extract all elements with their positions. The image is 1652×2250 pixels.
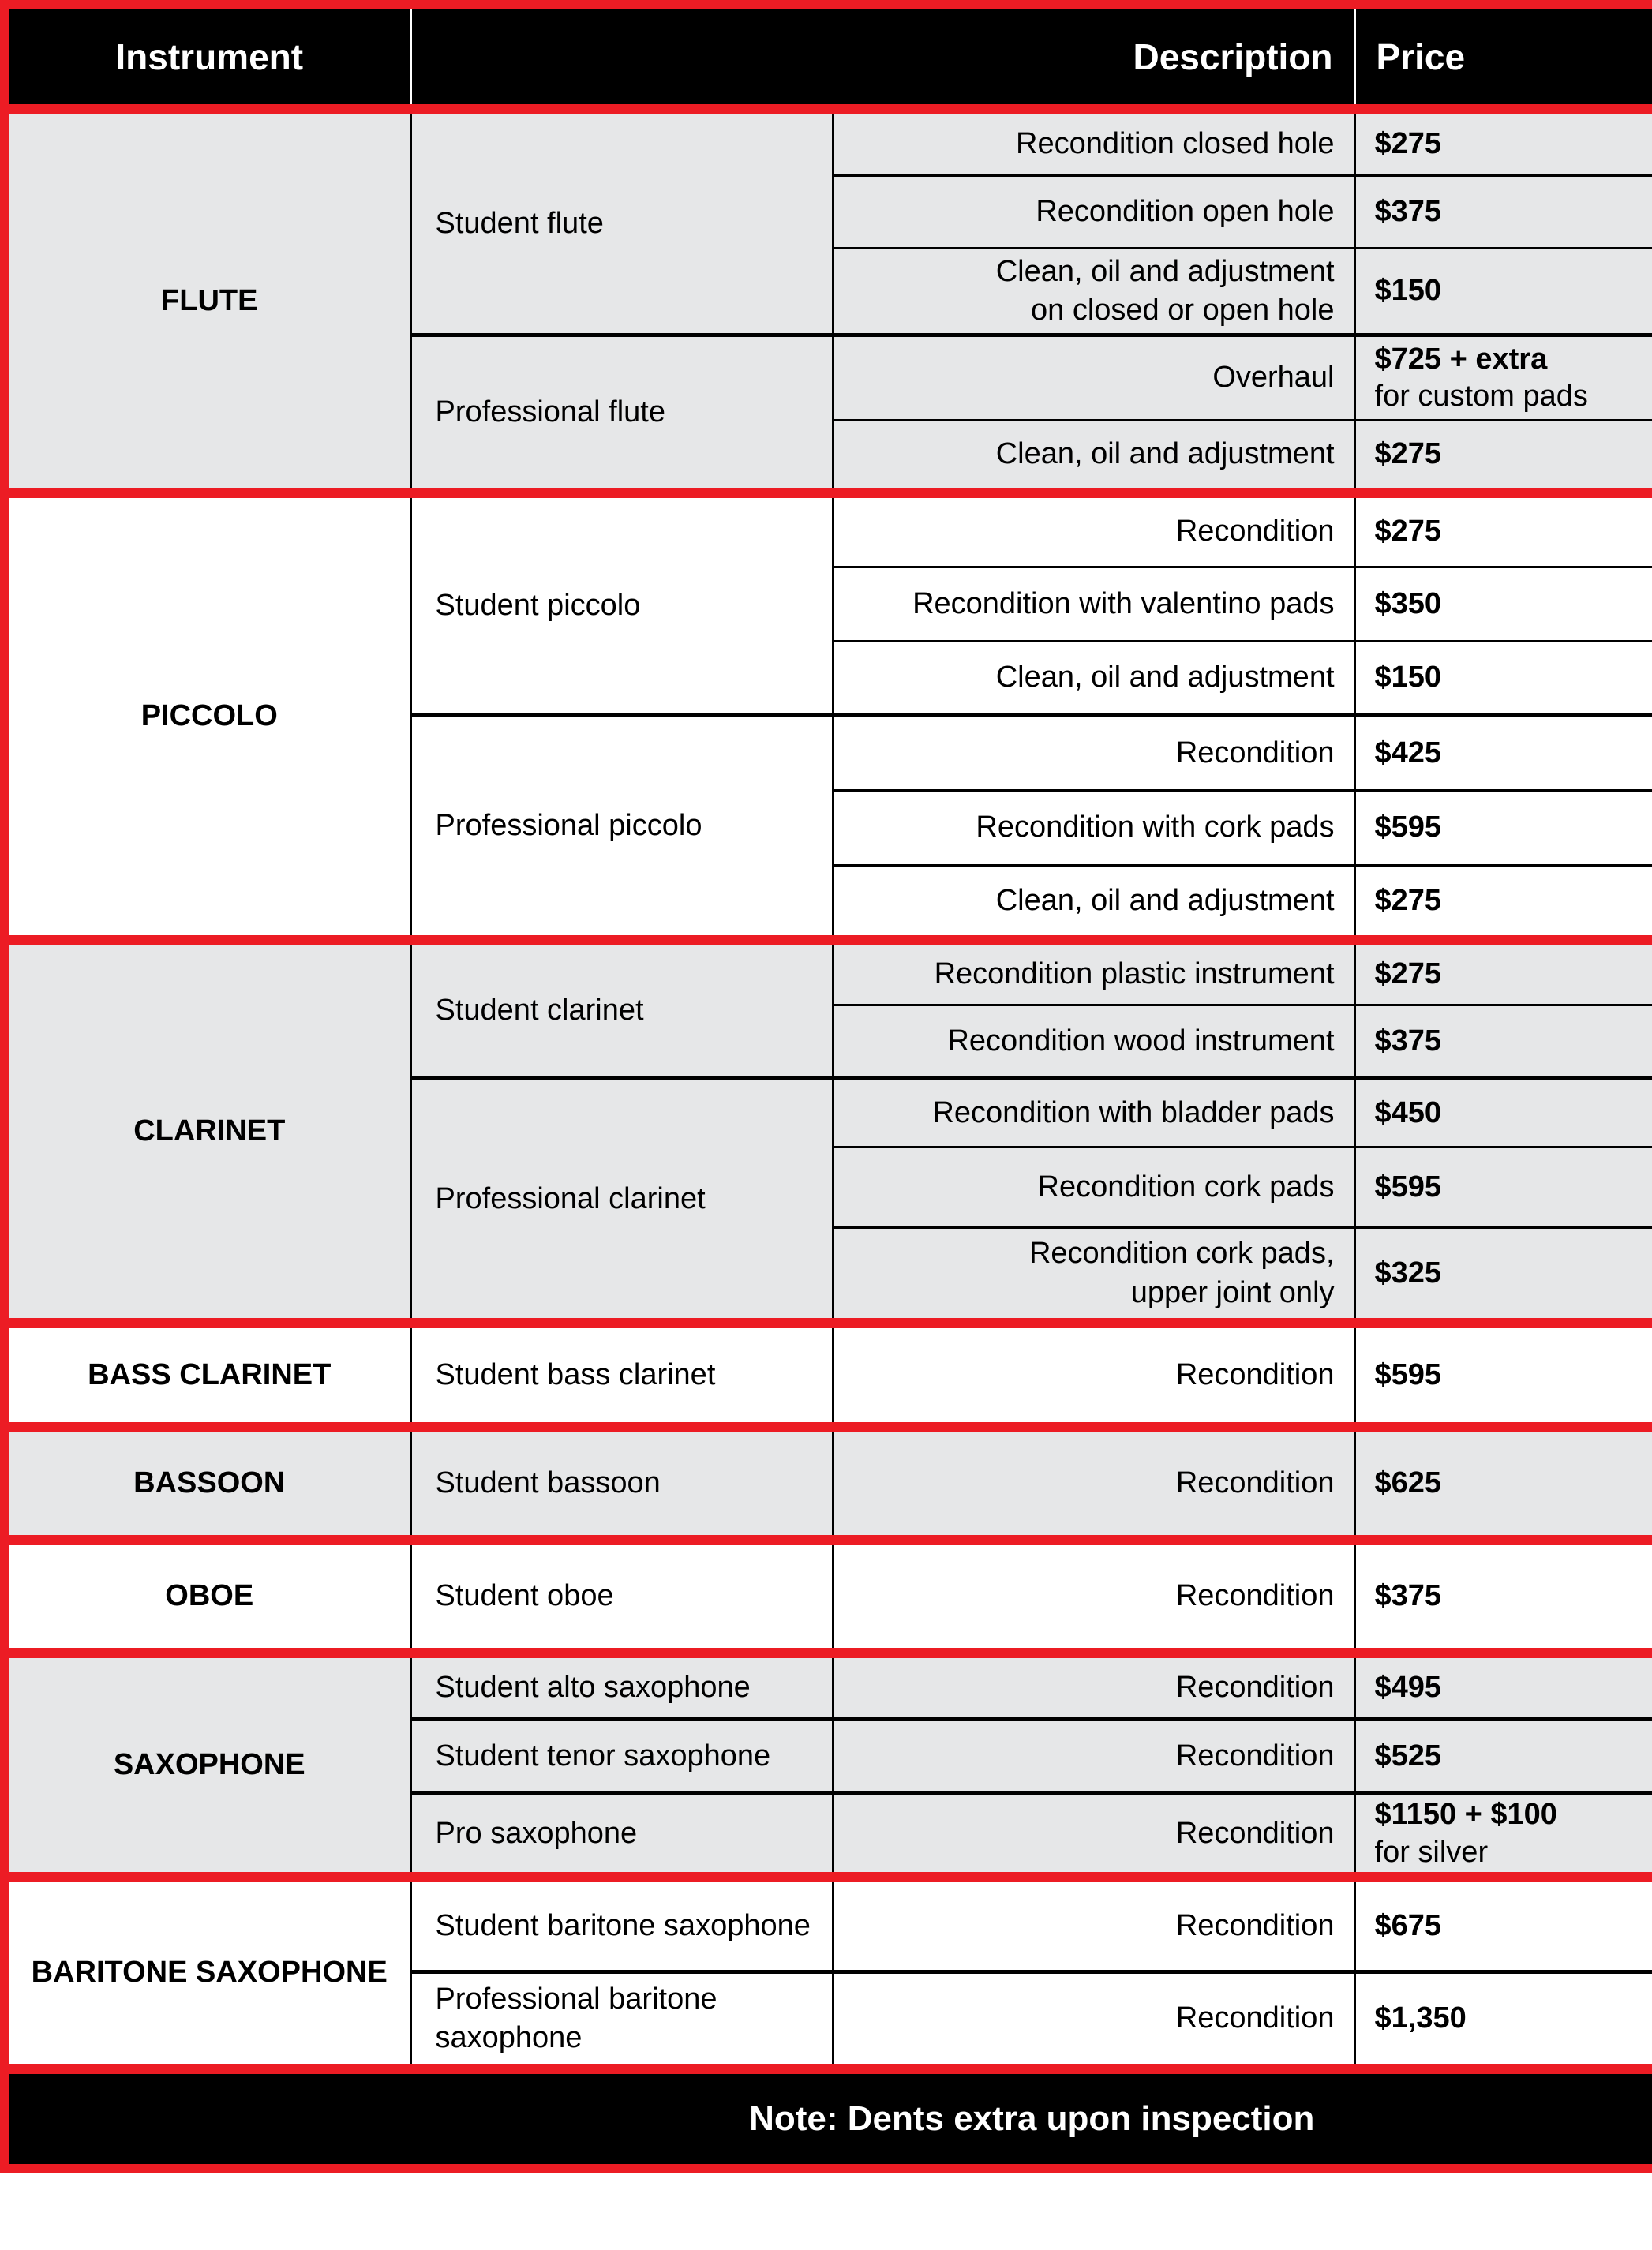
description-cell (833, 642, 1354, 716)
description-cell (833, 1972, 1354, 2069)
description-cell (833, 421, 1354, 493)
description-cell (833, 335, 1354, 421)
price-cell (1354, 1228, 1652, 1323)
description-text: Recondition (1175, 1816, 1335, 1850)
section-saxophone (5, 1653, 1652, 1877)
price-cell (1354, 493, 1652, 567)
description-text: Recondition cork pads (1037, 1170, 1335, 1204)
price-text: $275 (1374, 957, 1442, 991)
price-text: $1150 + $100 (1374, 1798, 1557, 1831)
header-row (5, 5, 1652, 110)
price-text: $1,350 (1374, 2001, 1467, 2035)
description-text: Recondition (1175, 1357, 1335, 1391)
table-row (5, 1323, 1652, 1428)
description-text-line2: on closed or open hole (1031, 294, 1335, 327)
description-cell (833, 1794, 1354, 1877)
price-cell (1354, 941, 1652, 1005)
price-cell (1354, 866, 1652, 941)
price-text: $625 (1374, 1466, 1442, 1500)
description-text: Recondition (1175, 1908, 1335, 1942)
description-cell (833, 1428, 1354, 1541)
description-text: Recondition (1175, 1739, 1335, 1773)
section-oboe (5, 1541, 1652, 1653)
description-text: Recondition (1175, 1670, 1335, 1704)
price-cell (1354, 176, 1652, 249)
table-row (5, 1653, 1652, 1720)
description-text: Recondition (1175, 2001, 1335, 2035)
description-cell (833, 1720, 1354, 1794)
price-text: $325 (1374, 1256, 1442, 1290)
description-text: Clean, oil and adjustment (995, 437, 1335, 471)
price-cell (1354, 1323, 1652, 1428)
footer-note: Note: Dents extra upon inspection (410, 2069, 1652, 2170)
price-cell (1354, 249, 1652, 335)
description-text: Recondition with cork pads (976, 811, 1335, 844)
table-row (5, 1541, 1652, 1653)
description-cell (833, 176, 1354, 249)
price-cell (1354, 1794, 1652, 1877)
price-text: $375 (1374, 1579, 1442, 1613)
description-text: Recondition closed hole (1016, 127, 1335, 161)
sub-instrument-cell: Student clarinet (410, 941, 833, 1079)
table-row (5, 941, 1652, 1005)
description-text: Clean, oil and adjustment (995, 661, 1335, 694)
price-cell (1354, 567, 1652, 642)
table-row (5, 493, 1652, 567)
price-text: $375 (1374, 1024, 1442, 1058)
header-instrument: Instrument (5, 5, 410, 110)
description-text: Clean, oil and adjustment (995, 883, 1335, 917)
description-text: Recondition (1175, 1579, 1335, 1613)
description-text: Recondition (1175, 1466, 1335, 1500)
sub-instrument-cell: Student tenor saxophone (410, 1720, 833, 1794)
sub-instrument-cell: Student bassoon (410, 1428, 833, 1541)
description-cell (833, 249, 1354, 335)
description-cell (833, 567, 1354, 642)
price-cell (1354, 1877, 1652, 1972)
price-text: $595 (1374, 1170, 1442, 1204)
description-cell (833, 1323, 1354, 1428)
table-row (5, 1877, 1652, 1972)
price-text: $595 (1374, 1357, 1442, 1391)
description-text: Recondition cork pads, (1028, 1237, 1335, 1271)
header-description: Description (410, 5, 1354, 110)
description-cell (833, 791, 1354, 866)
price-cell (1354, 1653, 1652, 1720)
price-text: $675 (1374, 1908, 1442, 1942)
description-cell (833, 716, 1354, 791)
instrument-cell: BARITONE SAXOPHONE (5, 1877, 410, 2069)
price-cell (1354, 791, 1652, 866)
section-piccolo (5, 493, 1652, 941)
sub-instrument-cell: Student baritone saxophone (410, 1877, 833, 1972)
description-cell (833, 110, 1354, 176)
price-text: $375 (1374, 194, 1442, 228)
price-text: $150 (1374, 274, 1442, 308)
instrument-cell: BASS CLARINET (5, 1323, 410, 1428)
footer-band (5, 2069, 1652, 2170)
price-text: $525 (1374, 1739, 1442, 1773)
price-text: $450 (1374, 1095, 1442, 1129)
price-note: for custom pads (1374, 380, 1588, 413)
price-cell (1354, 1541, 1652, 1653)
description-cell (833, 1079, 1354, 1147)
price-text: $275 (1374, 515, 1442, 548)
instrument-cell: CLARINET (5, 941, 410, 1323)
description-text: Overhaul (1212, 361, 1335, 395)
table-header (5, 5, 1652, 110)
price-text: $150 (1374, 661, 1442, 694)
price-text: $275 (1374, 437, 1442, 471)
section-baritone-saxophone (5, 1877, 1652, 2069)
sub-instrument-cell: Student bass clarinet (410, 1323, 833, 1428)
description-cell (833, 1877, 1354, 1972)
description-text-line2: upper joint only (1130, 1275, 1335, 1309)
instrument-cell: PICCOLO (5, 493, 410, 941)
description-cell (833, 1147, 1354, 1228)
price-text: $425 (1374, 736, 1442, 769)
description-cell (833, 941, 1354, 1005)
sub-instrument-cell: Pro saxophone (410, 1794, 833, 1877)
price-cell (1354, 110, 1652, 176)
instrument-cell: FLUTE (5, 110, 410, 493)
price-text: $350 (1374, 586, 1442, 620)
sub-instrument-cell: Professional flute (410, 335, 833, 493)
table-row (5, 110, 1652, 176)
price-cell (1354, 335, 1652, 421)
description-text: Recondition (1175, 515, 1335, 548)
section-bassoon (5, 1428, 1652, 1541)
header-price: Price (1354, 5, 1652, 110)
sub-instrument-cell: Student piccolo (410, 493, 833, 716)
sub-instrument-cell: Professional baritone saxophone (410, 1972, 833, 2069)
price-text: $275 (1374, 127, 1442, 161)
price-text: $725 + extra (1374, 342, 1548, 376)
price-cell (1354, 716, 1652, 791)
price-cell (1354, 1147, 1652, 1228)
price-note: for silver (1374, 1835, 1489, 1869)
description-cell (833, 1541, 1354, 1653)
footer-spacer (5, 2069, 410, 2170)
instrument-cell: OBOE (5, 1541, 410, 1653)
description-cell (833, 1653, 1354, 1720)
section-clarinet (5, 941, 1652, 1323)
price-cell (1354, 642, 1652, 716)
instrument-cell: SAXOPHONE (5, 1653, 410, 1877)
sub-instrument-cell: Professional clarinet (410, 1079, 833, 1323)
section-flute (5, 110, 1652, 493)
description-text: Clean, oil and adjustment (995, 254, 1335, 288)
price-text: $275 (1374, 883, 1442, 917)
sub-instrument-cell: Student alto saxophone (410, 1653, 833, 1720)
description-cell (833, 866, 1354, 941)
price-cell (1354, 1972, 1652, 2069)
description-text: Recondition open hole (1036, 194, 1335, 228)
description-text: Recondition with valentino pads (912, 586, 1335, 620)
description-text: Recondition with bladder pads (932, 1095, 1335, 1129)
section-bass-clarinet (5, 1323, 1652, 1428)
sub-instrument-cell: Student flute (410, 110, 833, 335)
sub-instrument-cell: Professional piccolo (410, 716, 833, 941)
table-row (5, 1428, 1652, 1541)
footer-row (5, 2069, 1652, 2170)
price-cell (1354, 1079, 1652, 1147)
instrument-cell: BASSOON (5, 1428, 410, 1541)
description-cell (833, 1005, 1354, 1079)
description-text: Recondition wood instrument (947, 1024, 1335, 1058)
price-cell (1354, 421, 1652, 493)
price-text: $495 (1374, 1670, 1442, 1704)
description-cell (833, 1228, 1354, 1323)
price-cell (1354, 1428, 1652, 1541)
description-cell (833, 493, 1354, 567)
price-text: $595 (1374, 811, 1442, 844)
sub-instrument-cell: Student oboe (410, 1541, 833, 1653)
price-cell (1354, 1720, 1652, 1794)
description-text: Recondition plastic instrument (934, 957, 1335, 991)
price-cell (1354, 1005, 1652, 1079)
description-text: Recondition (1175, 736, 1335, 769)
